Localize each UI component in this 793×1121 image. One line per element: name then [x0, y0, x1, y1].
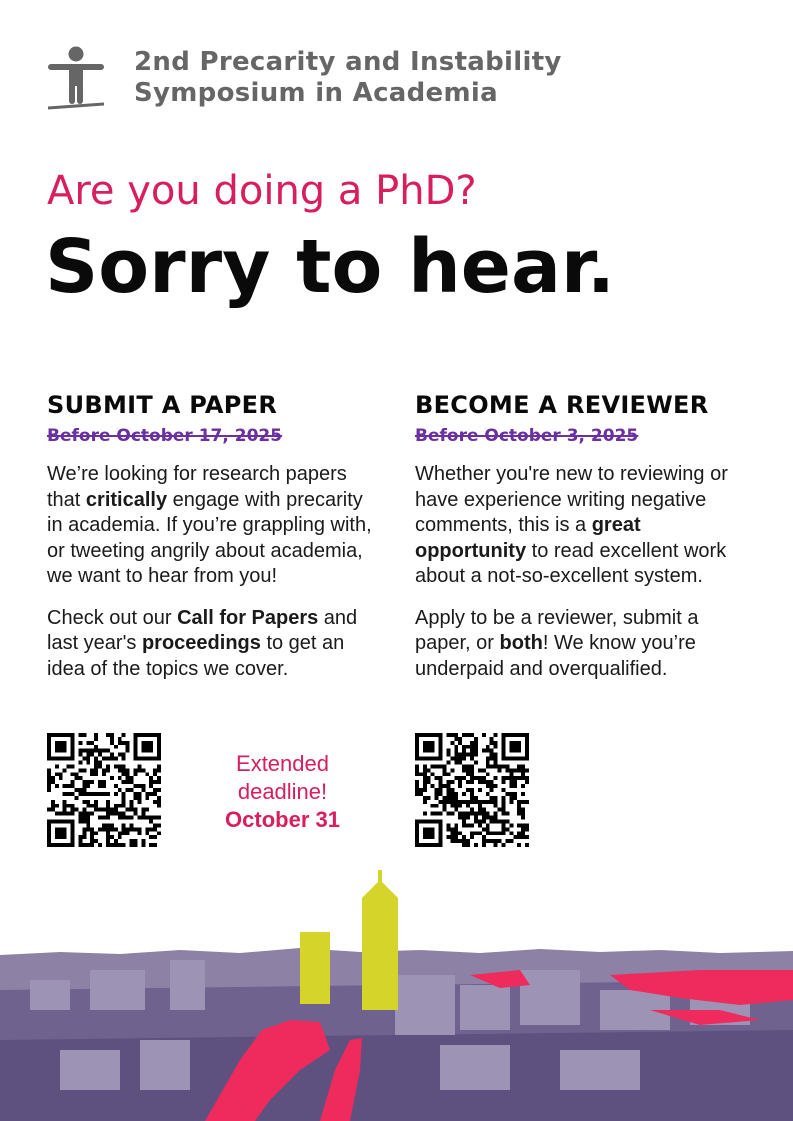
hero-question: Are you doing a PhD? [47, 168, 477, 214]
extended-line2: deadline! [237, 779, 328, 804]
reviewer-qr-code[interactable] [415, 733, 529, 847]
extended-line1: Extended [236, 751, 329, 776]
event-title-line1: 2nd Precarity and Instability [134, 47, 562, 77]
submit-old-deadline: Before October 17, 2025 [47, 426, 283, 446]
extended-deadline-notice [200, 750, 365, 834]
extended-date: October 31 [225, 807, 340, 832]
reviewer-paragraph-2: Apply to be a reviewer, submit a paper, or both! We know you’re underpaid and overqualified. [415, 606, 699, 680]
hero-headline: Sorry to hear. [45, 224, 615, 310]
tightrope-walker-icon [46, 44, 106, 112]
call-for-papers-link[interactable]: Call for Papers [177, 606, 319, 629]
submit-paragraph-1: We’re looking for research papers that critically engage with precarity in academia. If you’re grappling with, or tweeting angrily about academia, we want to hear from you! [47, 463, 372, 587]
become-reviewer-heading: BECOME A REVIEWER [415, 391, 709, 419]
submit-paper-section [47, 390, 382, 682]
header [46, 44, 562, 112]
submit-qr-code[interactable] [47, 733, 161, 847]
become-reviewer-section [415, 390, 755, 682]
submit-paragraph-2: Check out our Call for Papers and last year's proceedings to get an idea of the topics we cover. [47, 606, 358, 680]
submit-paper-heading: SUBMIT A PAPER [47, 391, 278, 419]
event-title-line2: Symposium in Academia [134, 78, 498, 108]
reviewer-old-deadline: Before October 3, 2025 [415, 426, 639, 446]
reviewer-paragraph-1: Whether you're new to reviewing or have experience writing negative comments, this is a great opportunity to read excellent work about a not-so-excellent system. [415, 463, 728, 587]
madrid-skyline-image [0, 870, 793, 1121]
event-title [134, 47, 562, 109]
proceedings-link[interactable]: proceedings [141, 632, 261, 654]
